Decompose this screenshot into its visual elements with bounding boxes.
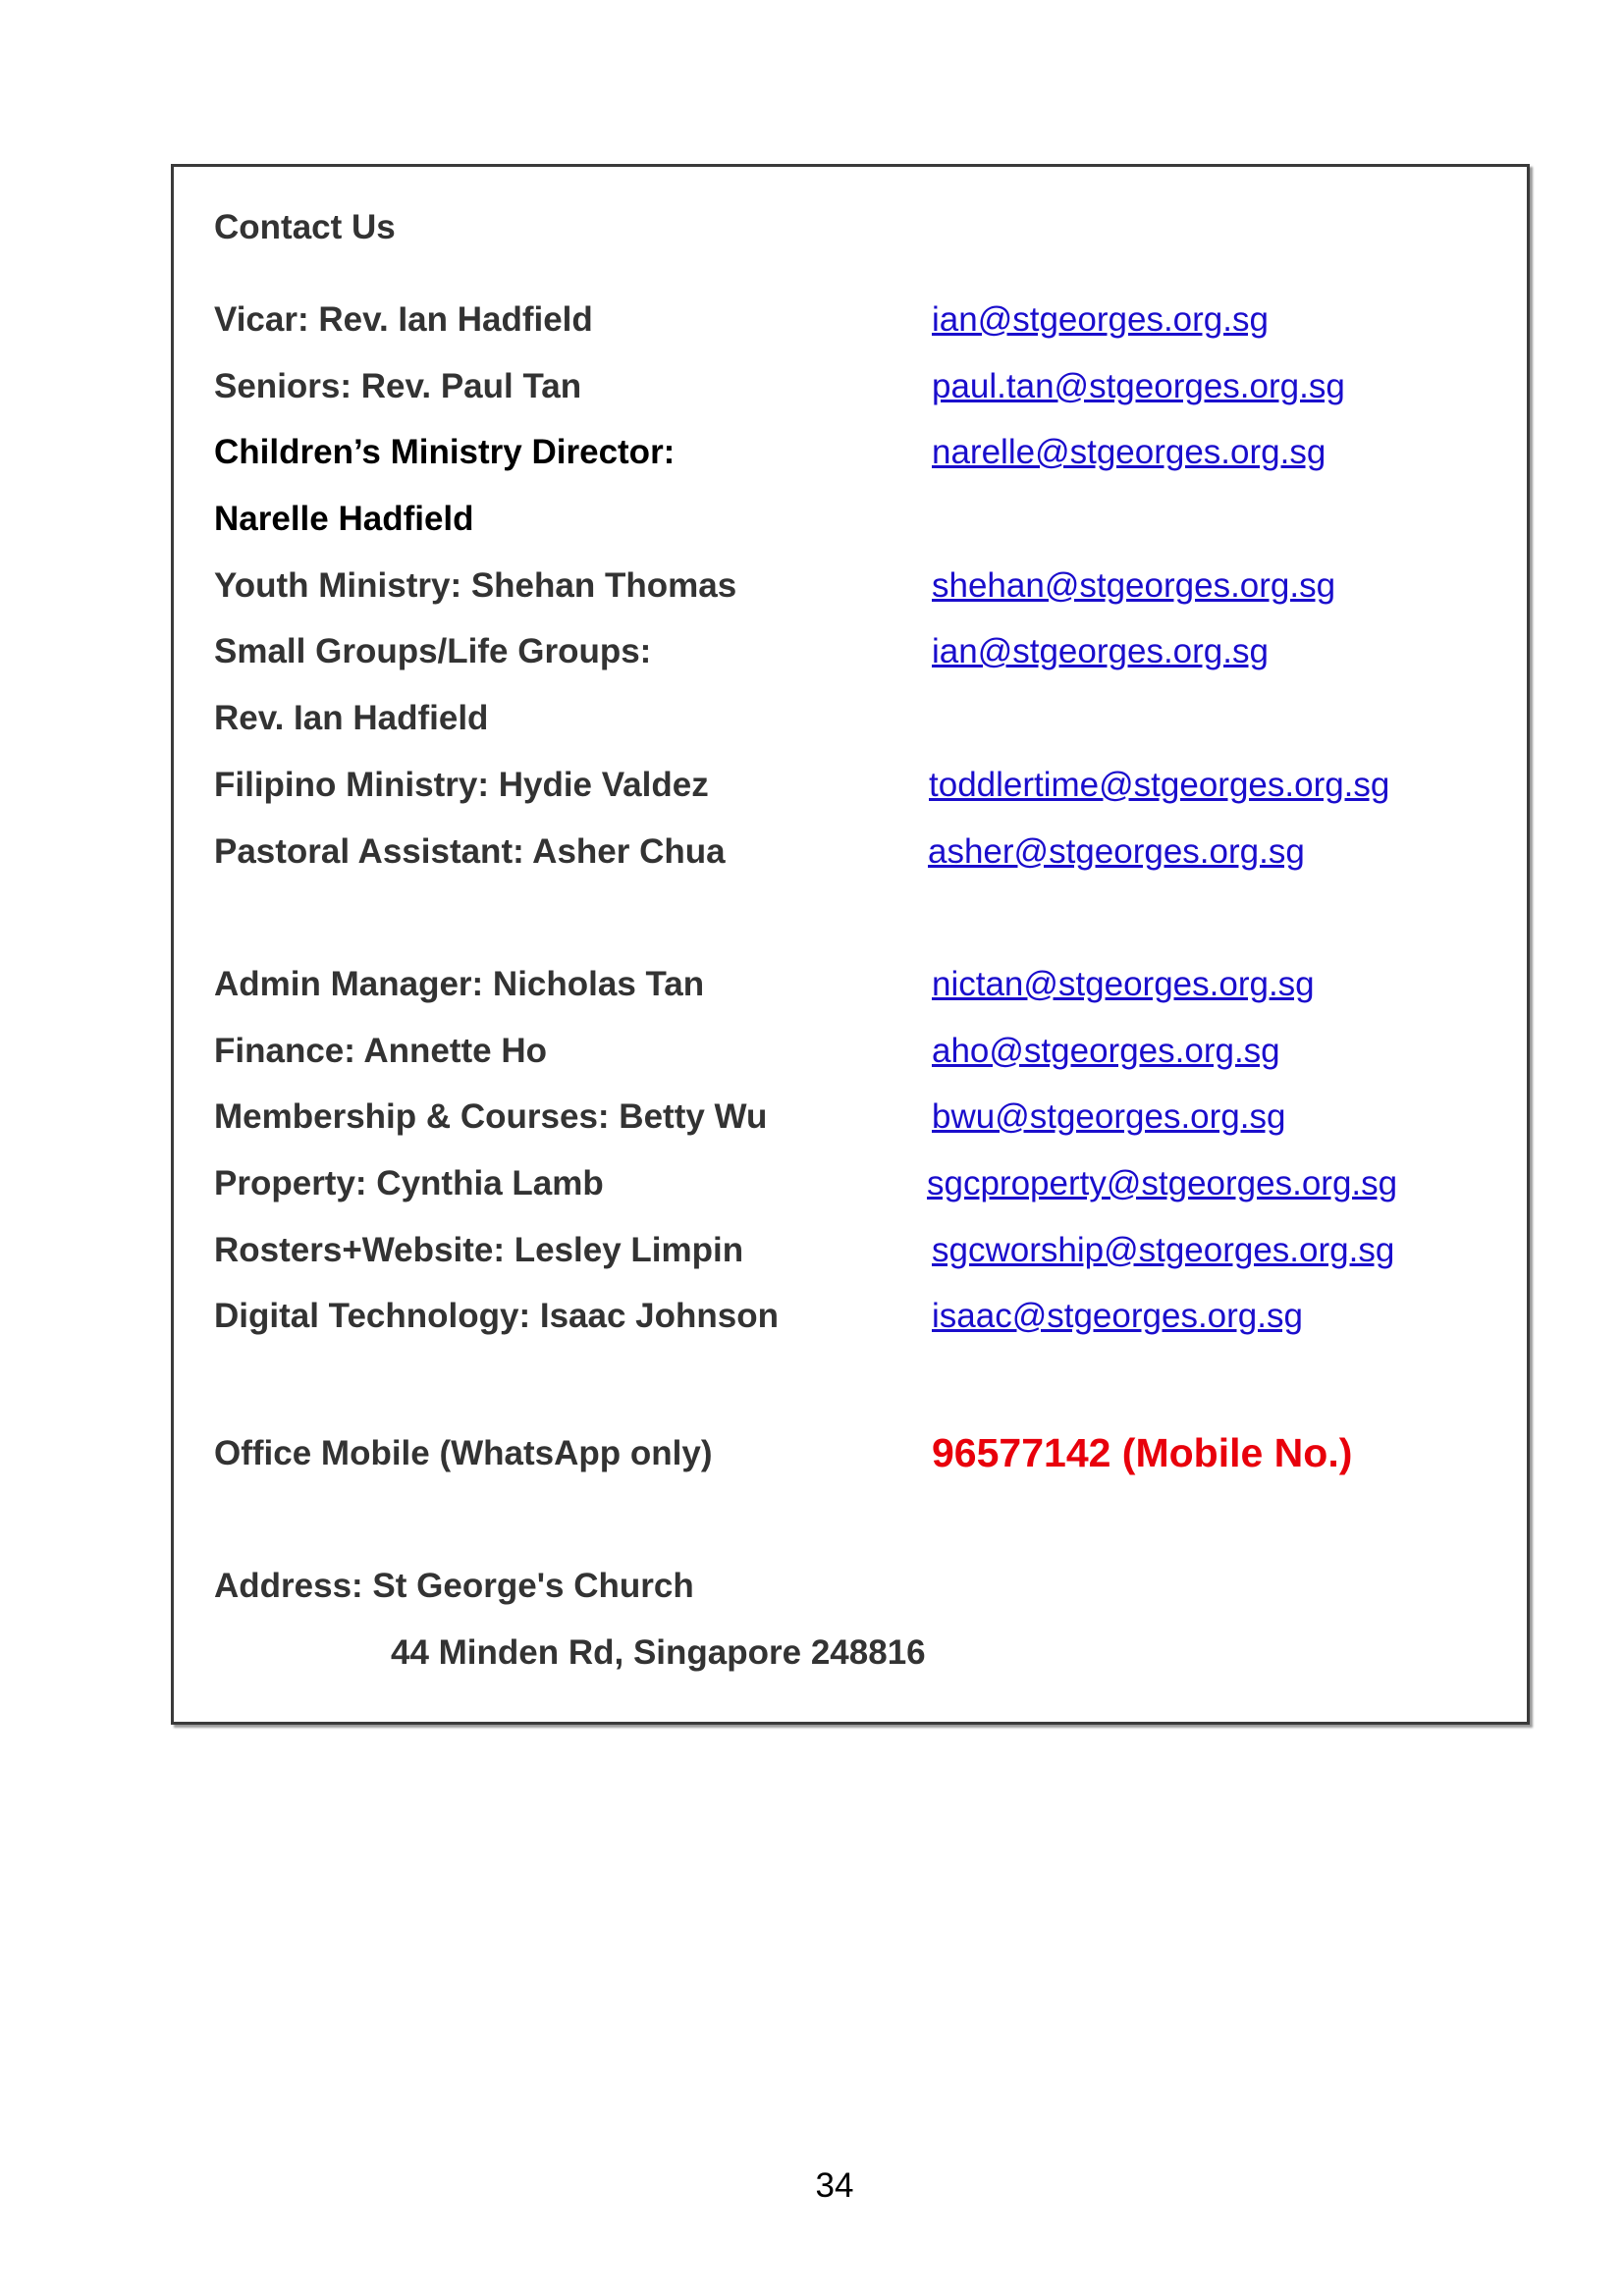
- contact-label: Small Groups/Life Groups:: [214, 632, 652, 671]
- contact-label: Children’s Ministry Director:: [214, 433, 676, 472]
- address-line-2: 44 Minden Rd, Singapore 248816: [391, 1632, 926, 1672]
- contact-label: Pastoral Assistant: Asher Chua: [214, 831, 726, 871]
- contact-row: [214, 553, 1490, 619]
- contact-row: [214, 287, 1490, 353]
- contact-label: Membership & Courses: Betty Wu: [214, 1097, 768, 1137]
- section-title: Contact Us: [214, 208, 396, 246]
- email-link[interactable]: paul.tan@stgeorges.org.sg: [932, 366, 1345, 405]
- mobile-label: Office Mobile (WhatsApp only): [214, 1433, 713, 1472]
- contact-label: Rev. Ian Hadfield: [214, 699, 489, 738]
- contact-row: [214, 618, 1490, 685]
- page-number: 34: [815, 2166, 854, 2205]
- email-link[interactable]: toddlertime@stgeorges.org.sg: [929, 765, 1390, 804]
- spacer: [214, 1486, 1490, 1553]
- contact-label: Vicar: Rev. Ian Hadfield: [214, 300, 593, 339]
- email-link[interactable]: asher@stgeorges.org.sg: [928, 831, 1305, 871]
- email-link[interactable]: bwu@stgeorges.org.sg: [932, 1097, 1286, 1137]
- contact-label: Property: Cynthia Lamb: [214, 1163, 604, 1202]
- contact-label: Finance: Annette Ho: [214, 1031, 547, 1070]
- admin-row: [214, 1084, 1490, 1150]
- admin-row: [214, 951, 1490, 1018]
- contact-list: [214, 287, 1490, 1685]
- contact-row: [214, 419, 1490, 486]
- spacer: [214, 1350, 1490, 1416]
- contact-row: [214, 486, 1490, 553]
- contact-label: Rosters+Website: Lesley Limpin: [214, 1230, 744, 1269]
- contact-label: Admin Manager: Nicholas Tan: [214, 964, 705, 1003]
- contact-label: Seniors: Rev. Paul Tan: [214, 366, 582, 405]
- email-link[interactable]: shehan@stgeorges.org.sg: [932, 565, 1336, 605]
- email-link[interactable]: isaac@stgeorges.org.sg: [932, 1297, 1303, 1336]
- email-link[interactable]: ian@stgeorges.org.sg: [932, 300, 1269, 339]
- contact-label: Narelle Hadfield: [214, 500, 474, 539]
- contact-box: [171, 164, 1530, 1725]
- contact-row: [214, 353, 1490, 420]
- email-link[interactable]: narelle@stgeorges.org.sg: [932, 433, 1326, 472]
- email-link[interactable]: nictan@stgeorges.org.sg: [932, 964, 1315, 1003]
- contact-row: [214, 819, 1490, 885]
- spacer: [214, 884, 1490, 951]
- admin-row: [214, 1217, 1490, 1284]
- contact-label: Filipino Ministry: Hydie Valdez: [214, 765, 709, 804]
- contact-row: [214, 685, 1490, 752]
- email-link[interactable]: ian@stgeorges.org.sg: [932, 632, 1269, 671]
- email-link[interactable]: aho@stgeorges.org.sg: [932, 1031, 1280, 1070]
- admin-row: [214, 1150, 1490, 1217]
- admin-row: [214, 1018, 1490, 1085]
- address-line-1: Address: St George's Church: [214, 1567, 694, 1606]
- email-link[interactable]: sgcproperty@stgeorges.org.sg: [927, 1163, 1398, 1202]
- contact-label: Digital Technology: Isaac Johnson: [214, 1297, 779, 1336]
- mobile-row: [214, 1420, 1490, 1487]
- contact-row: [214, 752, 1490, 819]
- email-link[interactable]: sgcworship@stgeorges.org.sg: [932, 1230, 1395, 1269]
- admin-row: [214, 1283, 1490, 1350]
- mobile-number: 96577142 (Mobile No.): [932, 1429, 1353, 1475]
- contact-label: Youth Ministry: Shehan Thomas: [214, 565, 737, 605]
